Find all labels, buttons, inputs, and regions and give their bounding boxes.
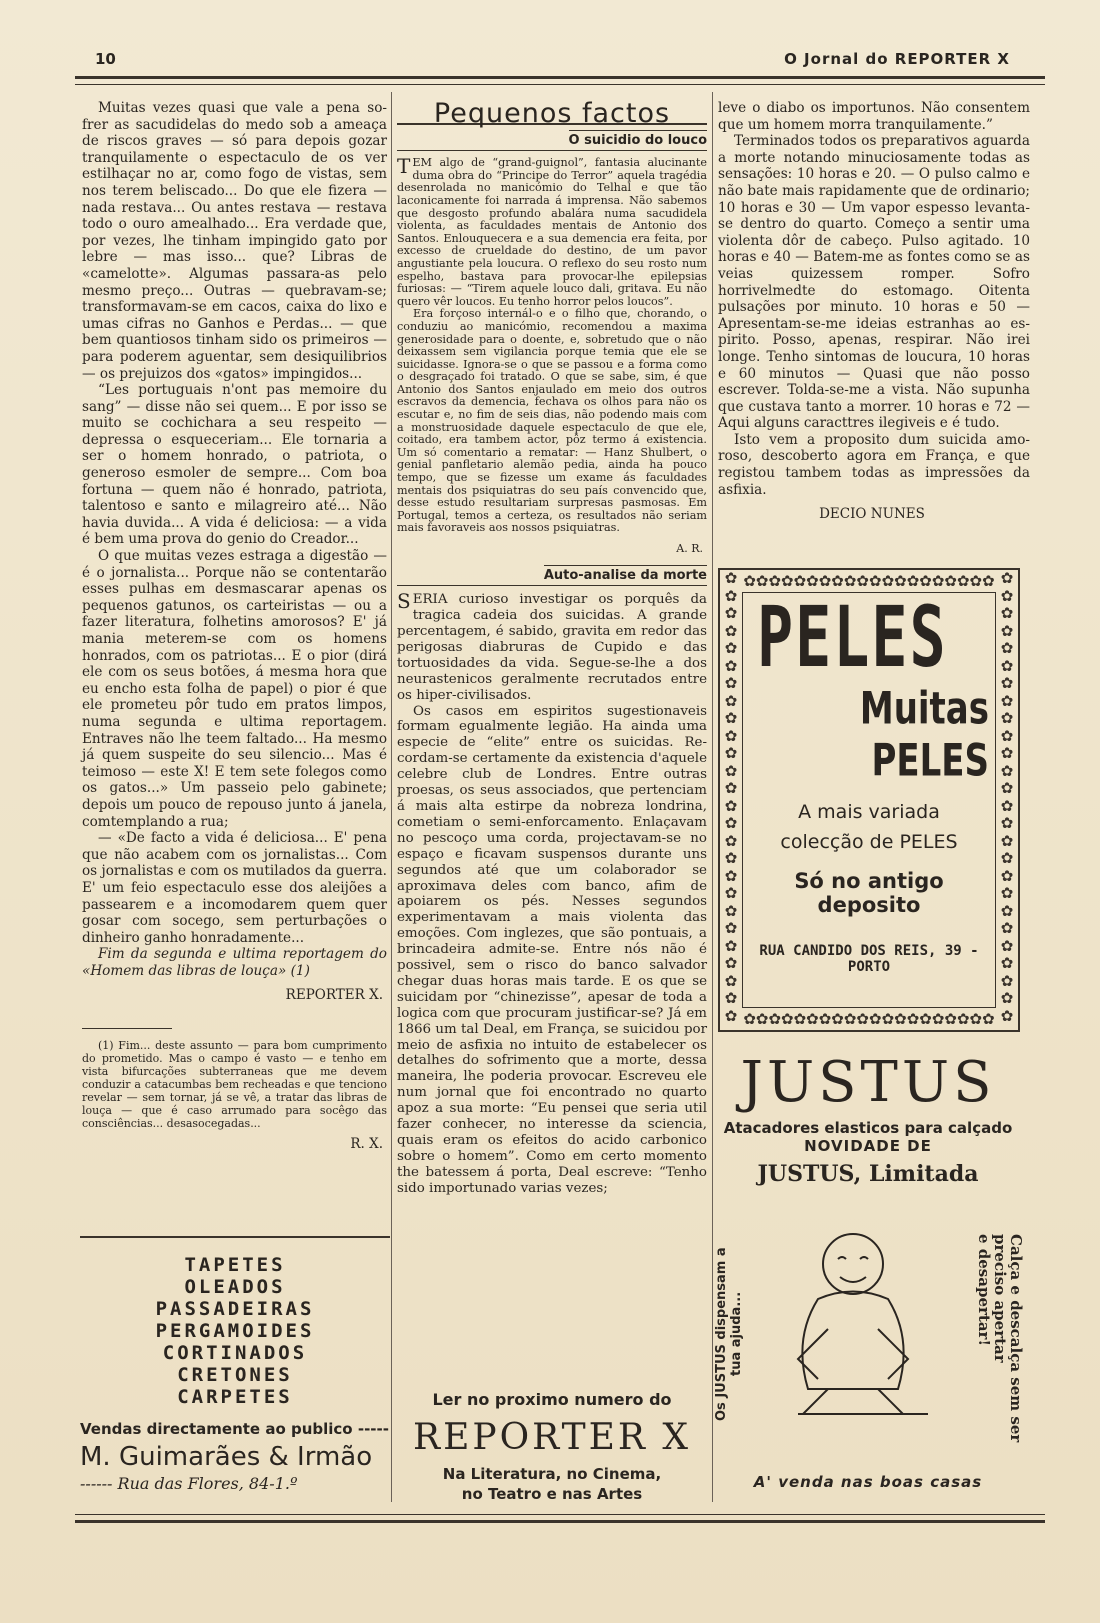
tapetes-item: PASSADEIRAS xyxy=(155,1298,315,1320)
end-note: Fim da segunda e ultima reportagem do «Homem das libras de louça» (1) xyxy=(82,946,387,979)
article-title-text: O suicidio do louco xyxy=(569,130,707,148)
justus-side-line: Calça e descalça sem ser xyxy=(1007,1234,1025,1443)
tapetes-item: TAPETES xyxy=(184,1254,286,1276)
flower-border-icon: ✿✿✿✿✿✿✿✿✿✿✿✿✿✿✿✿✿✿✿✿✿✿✿✿✿✿ xyxy=(724,570,738,1025)
tapetes-item: OLEADOS xyxy=(184,1276,286,1298)
dropcap: T xyxy=(397,154,411,179)
ad-line: no Teatro e nas Artes xyxy=(461,1485,643,1503)
signature-reporter-x: REPORTER X. xyxy=(285,987,383,1004)
peles-line: A mais variada xyxy=(798,801,940,823)
tapetes-firm: M. Guimarães & Irmão xyxy=(80,1442,373,1472)
signature-decio-nunes: DECIO NUNES xyxy=(819,506,925,523)
tapetes-ad xyxy=(80,1236,390,1498)
ad-line: Na Literatura, no Cinema, xyxy=(442,1465,662,1483)
tapetes-items xyxy=(80,1254,390,1408)
tapetes-vendas: Vendas directamente ao publico ----- xyxy=(80,1420,389,1438)
justus-ad xyxy=(714,1044,1025,1499)
col1-paragraph: — «De facto a vida é deliciosa... E' pena que não acabem com os jornalistas... Com os jornalistas e com os mutilados da guerra. E' um feio espectaculo esse dos aleijões a passearem e a incomodarem quem quer gosar com socego, sem perturbações o dinheiro ganho honradamente... xyxy=(82,830,387,946)
article-signature: A. R. xyxy=(676,542,703,555)
peles-strong: Só no antigo deposito xyxy=(794,869,944,917)
tapetes-item: CARPETES xyxy=(177,1386,293,1408)
article-paragraph: Os casos em espiritos sugestionaveis formam egualmente legião. Ha ainda uma especie de “elite” entre os suicidas. Recordam-se certamente da existencia d'aquele celebre club de Londres. Entre outras proesas, os seus associados, que pertenciam á mais alta estirpe da nobreza londrina, cometiam o semi-enforcamento. Enlaçavam no pescoço uma corda, projectavam-se no espaço e ficavam suspensos durante uns segundos até que um colaborador se aproximava deles com banco, afim de apoiarem os pés. Nesses segundos experimentavam a mais violenta das emoções. Com inglezes, que são pontuais, a brincadeira admite-se. Entre nós não é possivel, sem o risco do banco salvador chegar duas horas mais tarde. E os que se suicidam por “chinezisse”, apesar de toda a logica com que procuram justificar-se? Já em 1866 um tal Deal, em França, se suicidou por meio de asfixia no intuito de estabelecer os detalhes do sofrimento que a morte, dessa maneira, lhe poderia provocar. Escreveu ele num jornal que foi encontrado no quarto apoz a sua morte: “Eu pensei que seria util fazer conhecer, no interesse da sciencia, quais eram os efeitos do acido carbonico sobre o homem”. Como em certo momento the batessem á porta, Deal escreve: “Tenho sido importunado varias vezes; xyxy=(397,703,707,1196)
col1-paragraph: O que muitas vezes estraga a digestão — é o jornalista... Porque não se contentarão esses pulhas em desmascarar apenas os pequenos gatunos, os carteiristas — ou a fazer literatura, folhetins amorosos? E' já mania meterem-se com os homens honrados, com os patriotas... E o pior (dirá ele com os seus botões, á mesma hora que eu encho esta folha de papel) o pior é que ele prometeu pôr tudo em pratos limpos, numa segunda e ultima reportagem. Entraves não lhe teem faltado... Ha mesmo já quem suspeite do seu silencio... Mas é teimoso — este X! E tem sete folegos como os gatos...» Um passeio pelo gabinete; depois um pouco de repouso junto á janela, comtemplando a rua; xyxy=(82,548,387,830)
justus-venda: A' venda nas boas casas xyxy=(753,1473,983,1491)
col1-paragraph: Muitas vezes quasi que vale a pena sofrer as sacudidelas do medo sob a ameaça de riscos graves — só para depois gozar tranquilamente o espectaculo de os ver estilhaçar no ar, como fogo de vistas, sem nos terem beliscado... Do que ele fizera — nada restava... Ou antes restava — restava todo o ouro amealhado... Era verdade que, por vezes, lhe tinham impingido gato por lebre — mas isso... que? Libras de «camelotte». Algumas passara-as pelo mesmo preço... Outras — quebravam-se; transformavam-se em cacos, caixa do lixo e umas cifras no Ganhos e Perdas... — que bem quantiosos tinham sido os primeiros — para poderem aguentar, sem desiquilibrios — os prejuizos dos «gatos» impingidos... xyxy=(82,100,387,382)
column-divider-2 xyxy=(712,92,713,1502)
justus-side-text xyxy=(976,1234,1024,1444)
article-title xyxy=(397,567,707,587)
reporter-x-ad xyxy=(397,1390,707,1504)
dropcap: S xyxy=(397,589,411,614)
peles-line: colecção de PELES xyxy=(780,831,958,853)
footnote: (1) Fim... deste assunto — para bom cumprimento do prometido. Mas o campo é vasto — e tenho em vista bifurcações subterraneas que me devem conduzir a catacumbas bem recheadas e que tenciono revelar — sem tornar, já se vê, a tratar das libras de louça — que é caso arrumado para socêgo das consciências... desasocegadas... xyxy=(82,1039,387,1131)
article-title xyxy=(397,132,707,152)
article-paragraph: ERIA curioso investigar os porquês da tragica cadeia dos suicidas. A grande percentagem, é sabido, gravita em redor das perigosas diabruras de Cupido e das tortuosidades da vida. Segue-se-lhe a dos neurastenicos geralmente recrutados entre os hiper-civilisados. xyxy=(397,592,707,703)
peles-subtitle: Muitas PELES xyxy=(859,683,989,787)
flower-border-icon: ✿✿✿✿✿✿✿✿✿✿✿✿✿✿✿✿✿✿✿✿✿✿✿✿✿✿ xyxy=(1000,570,1014,1025)
article-paragraph: EM algo de “grand-guignol”, fantasia alucinante duma obra do “Principe do Terror” aquela tragédia desenrolada no manicómio do Telhal e que tão laconicamente foi narrada á imprensa. Não sabemos que desgosto profundo abalára numa sacudidela violenta, as faculdades mentais de Antonio dos Santos. Enlouquecera e a sua demencia era feita, por excesso de crueldade do destino, de um pavor angustiante pela loucura. O reflexo do seu rosto num espelho, bastava para provocar-lhe epilepsias furiosas: — “Tirem aquele louco dali, gritava. Eu não quero vêr loucos. Eu tenho horror pelos loucos”. xyxy=(397,156,707,308)
justus-side-text: Os JUSTUS dispensam a tua ajuda... xyxy=(714,1247,744,1421)
justus-company: JUSTUS, Limitada xyxy=(757,1161,979,1187)
column-1 xyxy=(82,100,387,1151)
peles-title: PELES xyxy=(757,589,948,687)
page-number: 10 xyxy=(95,50,116,68)
seated-man-illustration-icon xyxy=(758,1219,948,1419)
column-3 xyxy=(718,100,1030,523)
journal-title: O Jornal do REPORTER X xyxy=(784,50,1010,68)
justus-side-line: e desapertar! xyxy=(975,1234,993,1347)
tapetes-address: ------ Rua das Flores, 84-1.º xyxy=(80,1474,298,1493)
justus-line: Atacadores elasticos para calçado xyxy=(723,1119,1013,1137)
page-header xyxy=(95,50,1010,74)
peles-ad-inner xyxy=(742,589,996,1008)
footnote-rule xyxy=(82,1028,172,1029)
col1-paragraph: “Les portuguais n'ont pas memoire du sang” — disse não sei quem... E por isso se muito se cochichara a seu respeito — depressa o esqueceriam... Ele tornaria a ser o homem honrado, o patriota, o generoso esmoler de sempre... Com boa fortuna — quem não é honrado, patriota, talentoso e santo e milagreiro até... Não havia duvida... A vida é deliciosa: — a vida é bem uma prova do genio do Creador... xyxy=(82,382,387,548)
flower-border-icon: ✿✿✿✿✿✿✿✿✿✿✿✿✿✿✿✿✿✿✿✿ xyxy=(743,572,995,590)
col3-paragraph: Terminados todos os preparativos aguarda a morte notando minuciosamente todas as sensações: 10 horas e 20. — O pulso calmo e não bate mais rapidamente que de ordinario; 10 horas e 30 — Um vapor espesso levanta-se dentro do quarto. Começo a sentir uma violenta dôr de cabeço. Pulso agitado. 10 horas e 40 — Batem-me as fontes como se as veias quizessem romper. Sofro horrivelmedte do estomago. Oitenta pulsações por minuto. 10 horas e 50 — Apresentam-se-me ideias estranhas ao espirito. Posso, apenas, respirar. Não irei longe. Tenho sintomas de loucura, 10 horas e 60 minutos — Quasi que não posso escrever. Tolda-se-me a vista. Não supunha que custava tanto a morrer. 10 horas e 72 — Aqui alguns caracttres ilegiveis e é tudo. xyxy=(718,133,1030,432)
tapetes-item: CORTINADOS xyxy=(162,1342,308,1364)
column-divider-1 xyxy=(391,92,392,1502)
article-paragraph: Era forçoso internál-o e o filho que, chorando, o conduziu ao manicómio, recomendou a maxima generosidade para o doente, e, sobretudo que o não deixassem sem vigilancia porque temia que ele se suicidasse. Ignora-se o que se passou e a forma como o desgraçado foi tratado. O que se sabe, sim, é que Antonio dos Santos enjaulado em meio dos outros escravos da demencia, fechava os olhos para não os escutar e, no fim de seis dias, não podendo mais com a monstruosidade daquele espectaculo de que ele, coitado, era tambem actor, pôz termo á existencia. Um só comentario a rematar: — Hanz Shulbert, o genial panfletario alemão pedia, ainda ha pouco tempo, que se fizesse um exame ás faculdades mentais dos psiquiatras do seu país convencido que, desse estudo resultariam surpresas pasmosas. Em Portugal, temos a certeza, os resultados não seriam mais favoraveis aos nossos psiquiatras. xyxy=(397,307,707,535)
article-title-text: Auto-analise da morte xyxy=(544,565,707,583)
col3-paragraph: Isto vem a proposito dum suicida amoroso, descoberto agora em França, e que registou tambem todas as impressões da asfixia. xyxy=(718,431,1030,498)
justus-side-line: preciso apertar xyxy=(991,1234,1009,1363)
flower-border-icon: ✿✿✿✿✿✿✿✿✿✿✿✿✿✿✿✿✿✿✿✿ xyxy=(743,1010,995,1028)
top-rule xyxy=(75,76,1045,85)
justus-name: JUSTUS xyxy=(740,1050,996,1115)
tapetes-item: PERGAMOIDES xyxy=(155,1320,315,1342)
ad-ler: Ler no proximo numero do xyxy=(432,1390,672,1409)
col3-paragraph: leve o diabo os importunos. Não consentem que um homem morra tranquilamente.” xyxy=(718,100,1030,133)
section-title: Pequenos factos xyxy=(433,98,671,129)
column-2 xyxy=(397,100,707,1197)
ad-reporter-title: REPORTER X xyxy=(412,1417,692,1458)
tapetes-item: CRETONES xyxy=(177,1364,293,1386)
peles-address: RUA CANDIDO DOS REIS, 39 - PORTO xyxy=(759,943,979,975)
justus-line: NOVIDADE DE xyxy=(804,1137,932,1155)
bottom-rule xyxy=(75,1514,1045,1523)
peles-ad xyxy=(718,568,1020,1032)
footnote-signature: R. X. xyxy=(350,1136,383,1153)
